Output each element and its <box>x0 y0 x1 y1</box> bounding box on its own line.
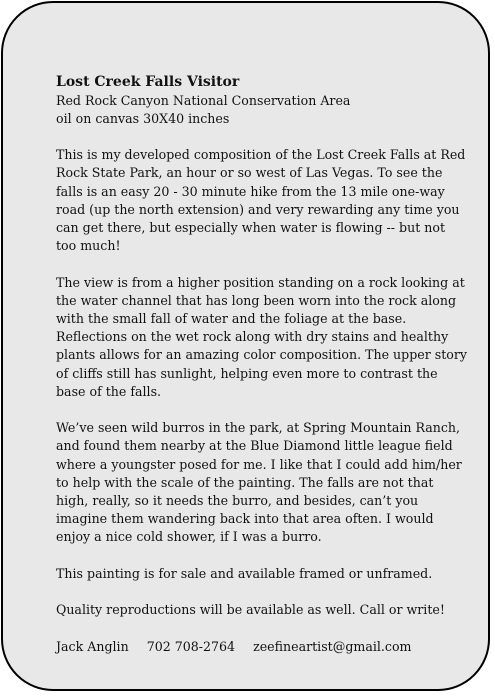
artist-name: Jack Anglin <box>56 638 129 654</box>
paragraph-composition: This is my developed composition of the Lost Creek Falls at Red Rock State Park, an hour or so west of Las Vegas. To see the falls is an easy 20 - 30 minute hike from the 13 mile one-way road (up the north extension) and very rewarding any time you can get there, but especially when water is flowing -- but not too much! <box>56 147 466 254</box>
artist-email[interactable]: zeefineartist@gmail.com <box>253 638 412 654</box>
paragraph-view: The view is from a higher position standing on a rock looking at the water channel that has long been worn into the rock along with the small fall of water and the foliage at the base. Reflections on the wet rock along with dry stains and healthy plants allows for an amazing color composition. The upper story of cliffs still has sunlight, helping even more to contrast the base of the falls. <box>56 274 468 399</box>
spacer <box>56 401 468 419</box>
painting-title: Lost Creek Falls Visitor <box>56 74 240 90</box>
artist-phone[interactable]: 702 708-2764 <box>146 638 236 654</box>
spacer <box>56 619 468 637</box>
spacer <box>56 547 468 565</box>
painting-medium: oil on canvas 30X40 inches <box>56 110 230 126</box>
paragraph-burros: We’ve seen wild burros in the park, at Spring Mountain Ranch, and found them nearby at the Blue Diamond little league field where a youngster posed for me. I like that I could add him/her to help with the scale of the painting. The falls are not that high, really, so it needs the burro, and besides, can’t you imagine them wandering back into that area often. I would enjoy a nice cold shower, if I was a burro. <box>56 420 462 545</box>
spacer <box>56 583 468 601</box>
card-content <box>56 73 468 656</box>
spacer <box>56 128 468 146</box>
paragraph-reproductions: Quality reproductions will be available as well. Call or write! <box>56 602 445 618</box>
paragraph-for-sale: This painting is for sale and available framed or unframed. <box>56 565 433 581</box>
description-card <box>1 1 490 691</box>
painting-location: Red Rock Canyon National Conservation Area <box>56 92 351 108</box>
contact-line <box>56 638 468 656</box>
spacer <box>56 255 468 273</box>
